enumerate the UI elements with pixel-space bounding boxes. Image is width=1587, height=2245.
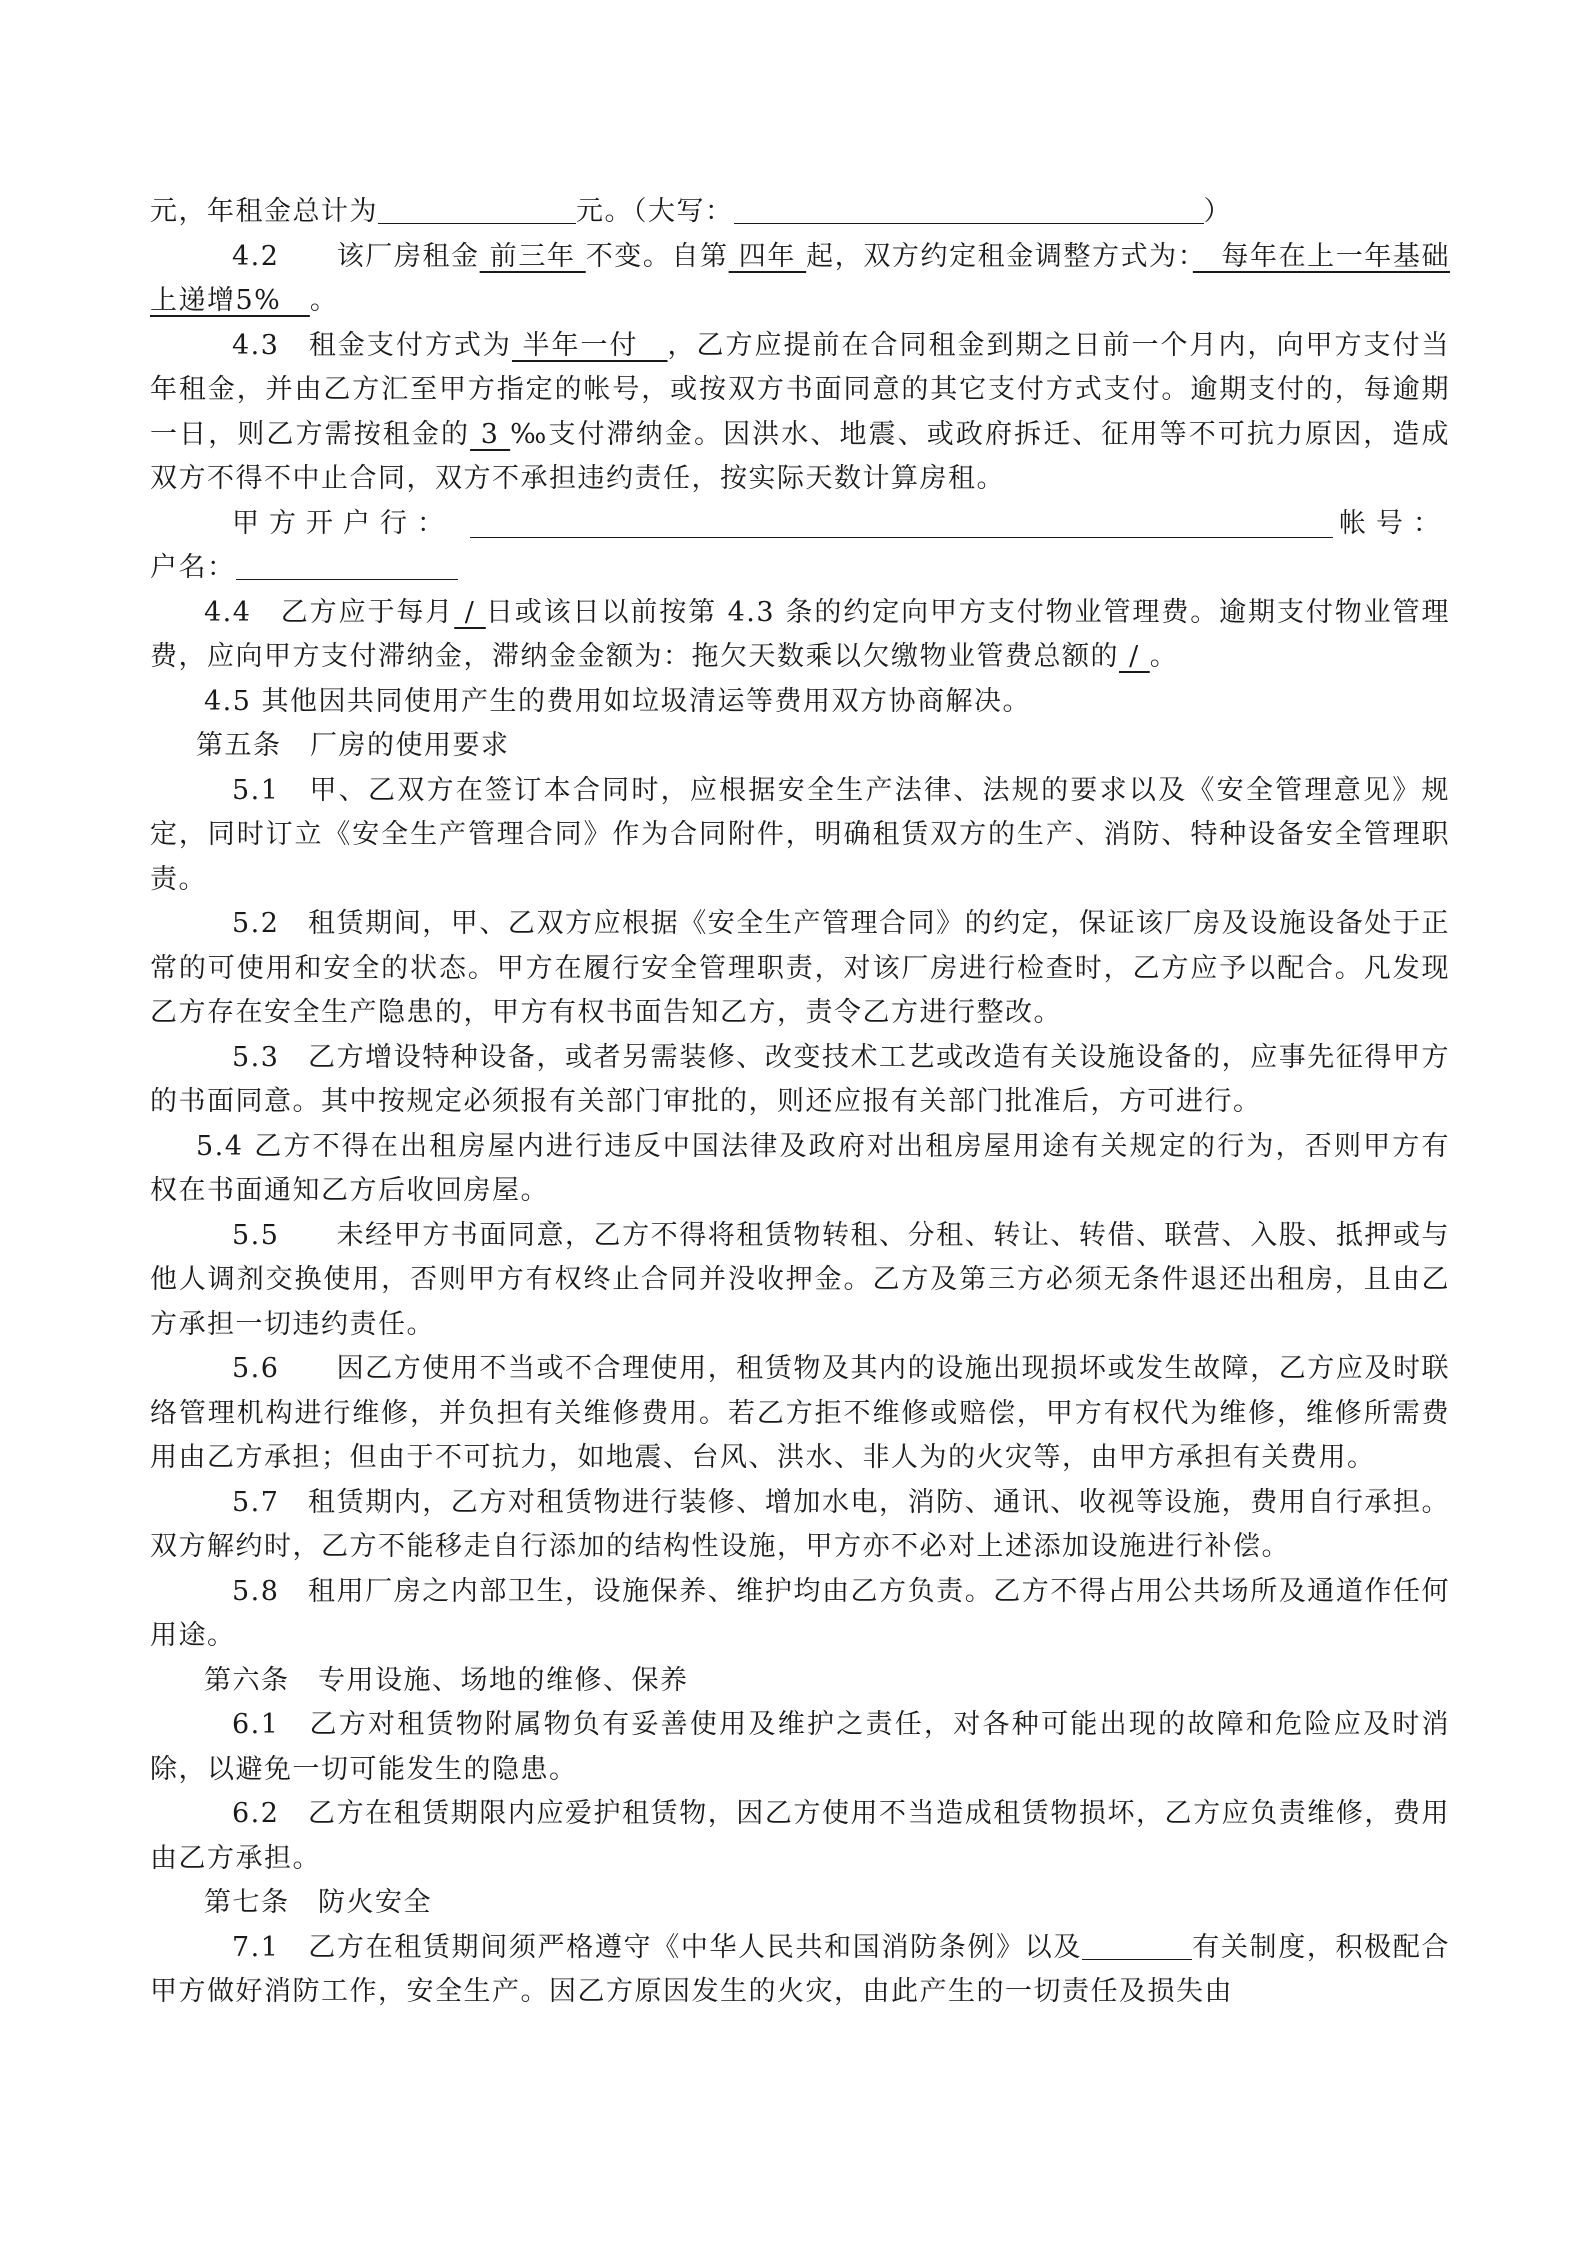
rent-close-paren: ）: [1203, 196, 1232, 227]
clause-5-4: 5.4 乙方不得在出租房屋内进行违反中国法律及政府对出租房屋用途有关规定的行为，否则甲方有权在书面通知乙方后收回房屋。: [150, 1130, 1450, 1206]
account-name-blank: [236, 549, 458, 580]
rent-adjust-start-year: 四年: [728, 240, 807, 272]
clause-5-1: 5.1 甲、乙双方在签订本合同时，应根据安全生产法律、法规的要求以及《安全管理意见》规定，同时订立《安全生产管理合同》作为合同附件，明确租赁双方的生产、消防、特种设备安全管理职责。: [150, 774, 1450, 895]
clause-5-5: 5.5 未经甲方书面同意，乙方不得将租赁物转租、分租、转让、转借、联营、入股、抵押或与他人调剂交换使用，否则甲方有权终止合同并没收押金。乙方及第三方必须无条件退还出租房，且由乙方承担一切违约责任。: [150, 1219, 1450, 1340]
bank-info-line: [150, 502, 1450, 547]
bank-label: 甲方开户行：: [232, 507, 454, 539]
clause-4-2: 4.2 该厂房租金 前三年 不变。自第 四年 起，双方约定租金调整方式为： 每年在上一年基础上递增5% 。: [150, 240, 1451, 316]
clause-6-1: 6.1 乙方对租赁物附属物负有妥善使用及维护之责任，对各种可能出现的故障和危险应及时消除，以避免一切可能发生的隐患。: [150, 1709, 1450, 1785]
late-fee-rate: 3: [470, 418, 511, 450]
rent-total-line: [150, 190, 1450, 235]
rent-fixed-period: 前三年: [479, 240, 586, 272]
clause-5-8: 5.8 租用厂房之内部卫生，设施保养、维护均由乙方负责。乙方不得占用公共场所及通道作任何用途。: [150, 1575, 1450, 1651]
rent-total-label: 元，年租金总计为: [150, 196, 378, 227]
article-6-heading: 第六条 专用设施、场地的维修、保养: [204, 1664, 689, 1696]
clause-5-2: 5.2 租赁期间，甲、乙双方应根据《安全生产管理合同》的约定，保证该厂房及设施设备处于正常的可使用和安全的状态。甲方在履行安全管理职责，对该厂房进行检查时，乙方应予以配合。凡发现乙方存在安全生产隐患的，甲方有权书面告知乙方，责令乙方进行整改。: [150, 908, 1450, 1028]
clause-4-5: 4.5 其他因共同使用产生的费用如垃圾清运等费用双方协商解决。: [204, 685, 1032, 717]
clause-4-3: 4.3 租金支付方式为 半年一付 ，乙方应提前在合同租金到期之日前一个月内，向甲方支付当年租金，并由乙方汇至甲方指定的帐号，或按双方书面同意的其它支付方式支付。逾期支付的，每逾期一日，则乙方需按租金的 3 ‰支付滞纳金。因洪水、地震、或政府拆迁、征用等不可抗力原因，造成双方不得不中止合同，双方不承担违约责任，按实际天数计算房租。: [150, 329, 1450, 494]
account-name-line: [150, 546, 1450, 591]
contract-page: [150, 190, 1450, 2015]
account-label: 帐号：: [1339, 507, 1450, 539]
clause-5-7: 5.7 租赁期内，乙方对租赁物进行装修、增加水电，消防、通讯、收视等设施，费用自行承担。双方解约时，乙方不能移走自行添加的结构性设施，甲方亦不必对上述添加设施进行补偿。: [150, 1486, 1450, 1562]
bank-blank: [470, 507, 1333, 538]
rent-uppercase-label: 元。（大写：: [576, 196, 734, 227]
clause-5-6: 5.6 因乙方使用不当或不合理使用，租赁物及其内的设施出现损坏或发生故障，乙方应及时联络管理机构进行维修，并负担有关维修费用。若乙方拒不维修或赔偿，甲方有权代为维修，维修所需费用由乙方承担；但由于不可抗力，如地震、台风、洪水、非人为的火灾等，由甲方承担有关费用。: [150, 1353, 1450, 1473]
clause-7-1: 7.1 乙方在租赁期间须严格遵守《中华人民共和国消防条例》以及 有关制度，积极配合甲方做好消防工作，安全生产。因乙方原因发生的火灾，由此产生的一切责任及损失由: [150, 1926, 1450, 2015]
payment-frequency: 半年一付: [511, 329, 668, 361]
mgmt-late-fee-rate: /: [1119, 641, 1150, 672]
mgmt-fee-day: /: [454, 596, 486, 628]
rent-uppercase-blank: [734, 193, 1204, 224]
clause-6-2: 6.2 乙方在租赁期限内应爱护租赁物，因乙方使用不当造成租赁物损坏，乙方应负责维修，费用由乙方承担。: [150, 1798, 1450, 1874]
article-7-heading: 第七条 防火安全: [204, 1887, 432, 1918]
fire-rules-blank: [1082, 1929, 1192, 1960]
clause-5-3: 5.3 乙方增设特种设备，或者另需装修、改变技术工艺或改造有关设施设备的，应事先征得甲方的书面同意。其中按规定必须报有关部门审批的，则还应报有关部门批准后，方可进行。: [150, 1041, 1450, 1117]
clause-4-4: 4.4 乙方应于每月 / 日或该日以前按第 4.3 条的约定向甲方支付物业管理费。逾期支付物业管理费，应向甲方支付滞纳金，滞纳金金额为：拖欠天数乘以欠缴物业管费总额的 / 。: [150, 596, 1450, 672]
annual-rent-blank: [378, 193, 576, 224]
article-5-heading: 第五条 厂房的使用要求: [196, 730, 510, 761]
account-name-label: 户名：: [150, 552, 236, 583]
rent-adjust-method: 每年在上一年基础上递增5%: [150, 240, 1451, 316]
